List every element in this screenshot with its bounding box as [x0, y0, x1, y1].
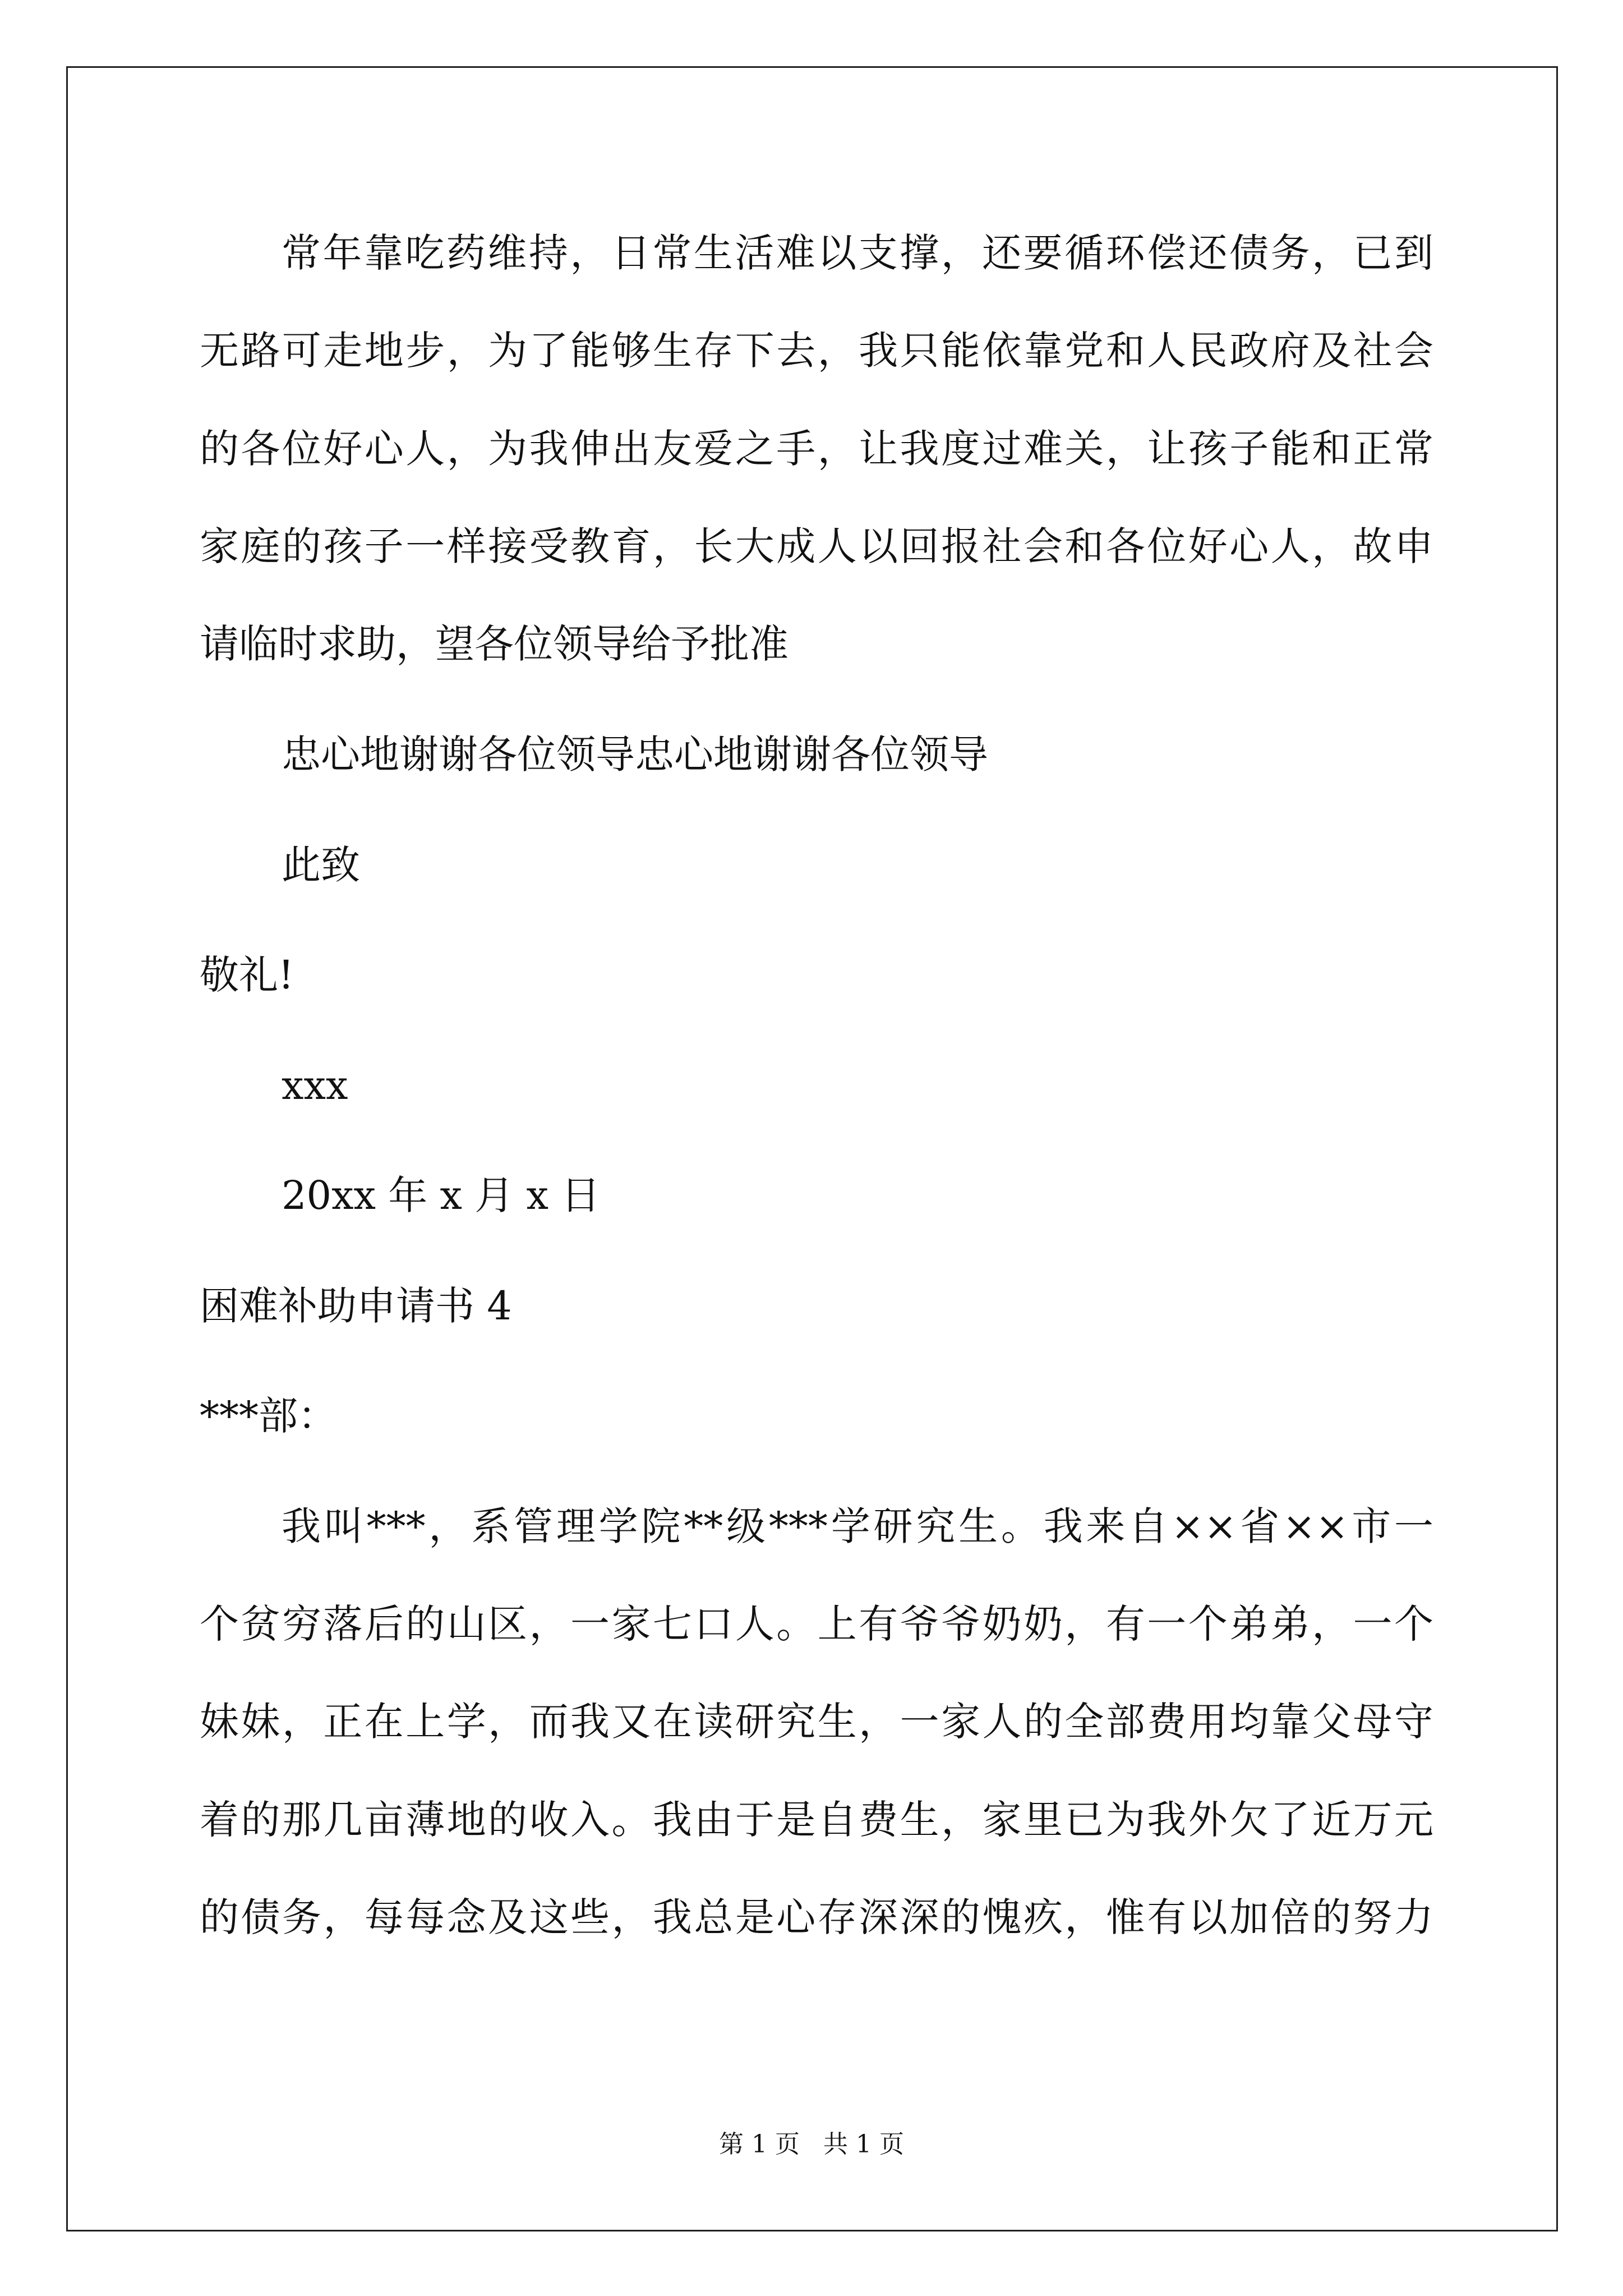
- salutation: 敬礼!: [200, 952, 294, 998]
- page-footer: 第 1 页 共 1 页: [719, 2130, 904, 2159]
- paragraph-line: 无路可走地步，为了能够生存下去，我只能依靠党和人民政府及社会: [200, 328, 1433, 374]
- paragraph-line: 着的那几亩薄地的收入。我由于是自费生，家里已为我外欠了近万元: [200, 1797, 1433, 1843]
- thanks-line: 忠心地谢谢各位领导忠心地谢谢各位领导: [282, 731, 988, 777]
- recipient: ***部：: [200, 1393, 337, 1439]
- paragraph-line: 妹妹，正在上学，而我又在读研究生，一家人的全部费用均靠父母守: [200, 1699, 1433, 1745]
- signature: xxx: [282, 1062, 348, 1108]
- paragraph-line: 常年靠吃药维持，日常生活难以支撑，还要循环偿还债务，已到: [282, 230, 1433, 276]
- section-title: 困难补助申请书 4: [200, 1283, 512, 1329]
- closing-phrase: 此致: [282, 842, 360, 888]
- paragraph-line: 家庭的孩子一样接受教育，长大成人以回报社会和各位好心人，故申: [200, 523, 1433, 569]
- paragraph-line: 个贫穷落后的山区，一家七口人。上有爷爷奶奶，有一个弟弟，一个: [200, 1601, 1433, 1647]
- paragraph-line: 的各位好心人，为我伸出友爱之手，让我度过难关，让孩子能和正常: [200, 426, 1433, 472]
- date: 20xx 年 x 月 x 日: [282, 1172, 601, 1218]
- paragraph-line: 我叫***，系管理学院**级***学研究生。我来自××省××市一: [282, 1503, 1433, 1549]
- paragraph-line: 的债务，每每念及这些，我总是心存深深的愧疚，惟有以加倍的努力: [200, 1894, 1433, 1940]
- paragraph-line: 请临时求助，望各位领导给予批准: [200, 621, 789, 667]
